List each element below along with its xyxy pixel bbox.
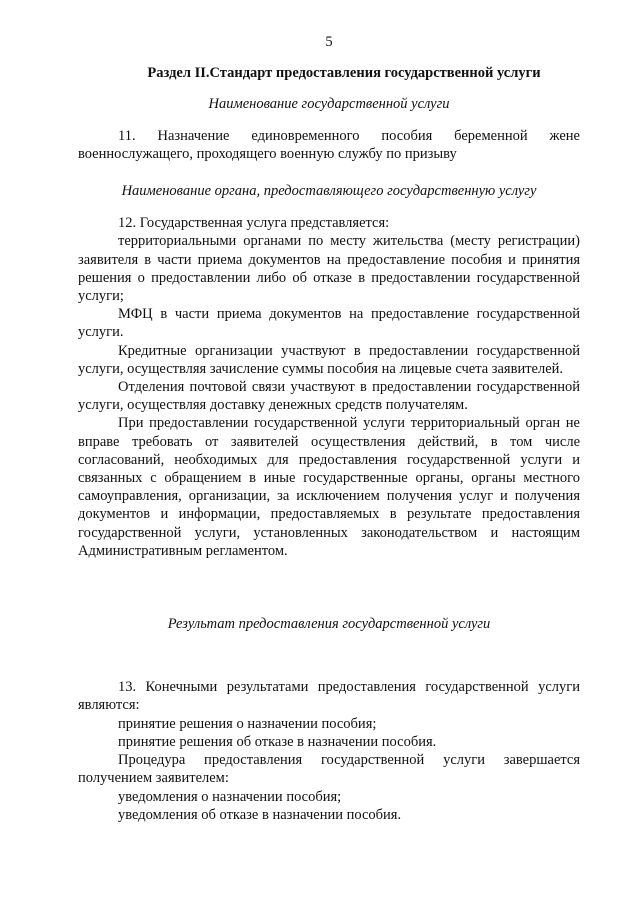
subtitle-service-name: Наименование государственной услуги: [208, 96, 450, 113]
section-heading: Раздел II.Стандарт предоставления государственной услуги: [147, 65, 541, 82]
paragraph-12: 12. Государственная услуга представляется:: [118, 215, 390, 232]
subtitle-providing-organ: Наименование органа, предоставляющего государственную услугу: [121, 183, 537, 200]
paragraph-mfc: МФЦ в части приема документов на предоставление государственной услуги.: [78, 306, 580, 341]
subtitle-service-result: Результат предоставления государственной услуги: [167, 616, 491, 633]
paragraph-territorial-organs: территориальными органами по месту жительства (месту регистрации) заявителя в части приема документов на предоставление пособия и принятия решения о предоставлении либо об отказе в предоставлении государственной услуги;: [78, 233, 580, 305]
paragraph-notice-refuse: уведомления об отказе в назначении пособия.: [118, 806, 402, 823]
paragraph-postal-service: Отделения почтовой связи участвуют в предоставлении государственной услуги, осуществляя доставку денежных средств получателям.: [78, 379, 580, 414]
paragraph-credit-organizations: Кредитные организации участвуют в предоставлении государственной услуги, осуществляя зачисление суммы пособия на лицевые счета заявителей.: [78, 342, 580, 377]
paragraph-11: 11. Назначение единовременного пособия беременной жене военнослужащего, проходящего военную службу по призыву: [78, 127, 580, 162]
paragraph-notice-assign: уведомления о назначении пособия;: [118, 788, 342, 805]
document-page: [78, 0, 580, 824]
page-number: 5: [325, 34, 333, 50]
paragraph-decision-refuse: принятие решения об отказе в назначении пособия.: [118, 733, 437, 750]
paragraph-restrictions: При предоставлении государственной услуги территориальный орган не вправе требовать от заявителей осуществления действий, в том числе согласований, необходимых для предоставления государственной услуги и связанных с обращением в иные государственные органы, органы местного самоуправления, организации, за исключением получения услуг и получения документов и информации, предоставляемых в результате предоставления государственной услуги, установленных законодательством и настоящим Административным регламентом.: [78, 415, 580, 559]
paragraph-procedure: Процедура предоставления государственной услуги завершается получением заявителем:: [78, 752, 580, 787]
paragraph-13: 13. Конечными результатами предоставления государственной услуги являются:: [78, 679, 580, 714]
paragraph-decision-assign: принятие решения о назначении пособия;: [118, 715, 377, 732]
